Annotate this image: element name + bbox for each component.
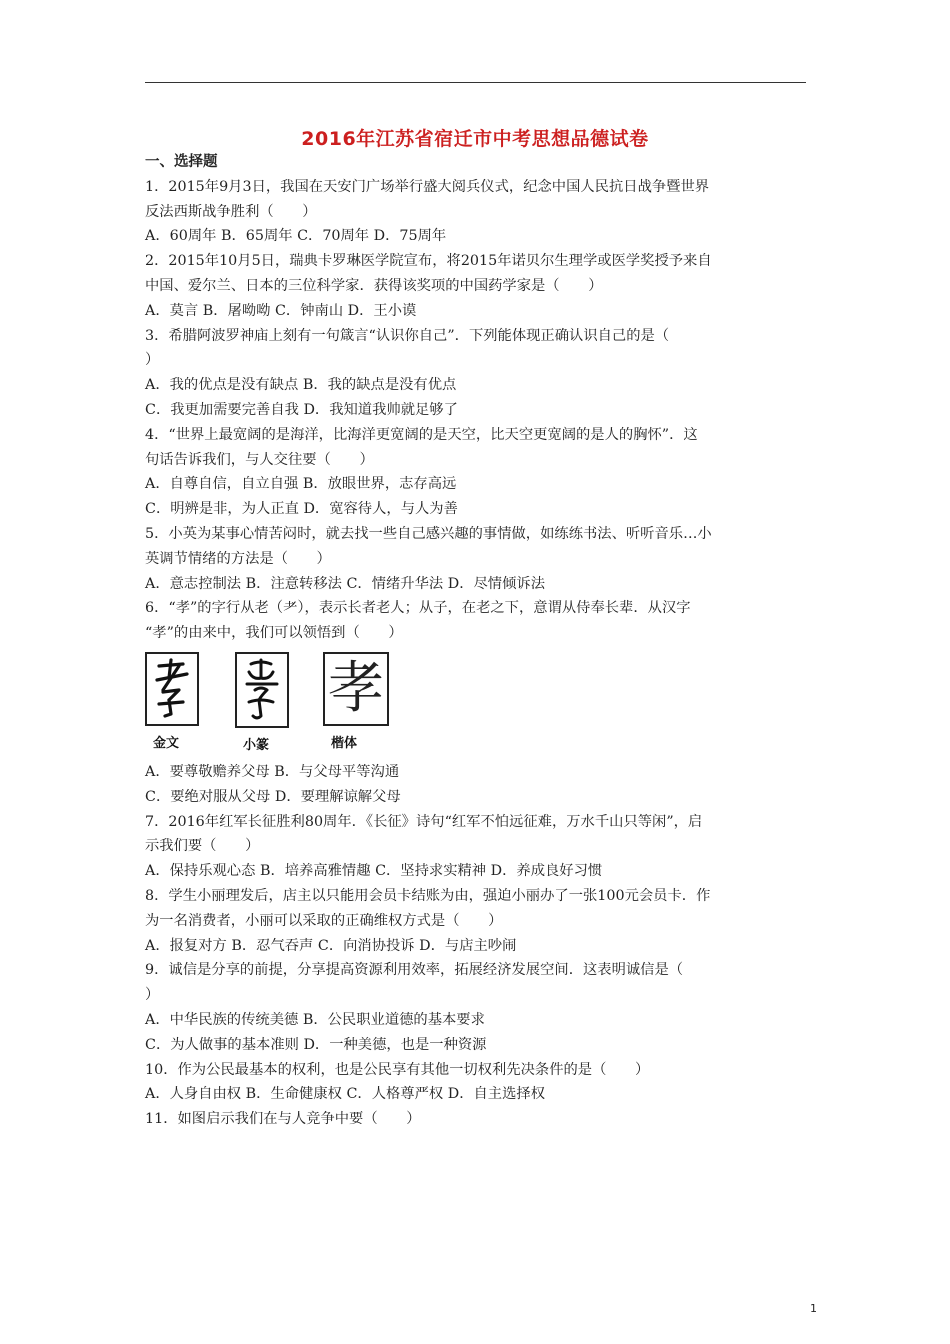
text-line: A．报复对方 B．忍气吞声 C．向消协投诉 D．与店主吵闹	[145, 937, 517, 954]
kaiti-glyph: 孝	[323, 652, 389, 726]
text-line: 9．诚信是分享的前提，分享提高资源利用效率，拓展经济发展空间．这表明诚信是（	[145, 962, 684, 979]
xiaozhuan-glyph	[235, 652, 289, 728]
text-line: 1．2015年9月3日，我国在天安门广场举行盛大阅兵仪式，纪念中国人民抗日战争暨世界	[145, 178, 710, 195]
text-line: 2．2015年10月5日，瑞典卡罗琳医学院宣布，将2015年诺贝尔生理学或医学奖授予来自	[145, 253, 712, 270]
text-line: 4．“世界上最宽阔的是海洋，比海洋更宽阔的是天空，比天空更宽阔的是人的胸怀”．这	[145, 426, 698, 443]
text-line: “孝”的由来中，我们可以领悟到（ ）	[145, 625, 403, 642]
text-line: A．自尊自信，自立自强 B．放眼世界，志存高远	[145, 476, 457, 493]
questions-1-6	[145, 175, 807, 646]
text-line: 8．学生小丽理发后，店主以只能用会员卡结账为由，强迫小丽办了一张100元会员卡．作	[145, 887, 711, 904]
caption-kaiti: 楷体	[331, 735, 358, 751]
text-line: 反法西斯战争胜利（ ）	[145, 203, 317, 220]
figure-panel-xiaozhuan	[235, 652, 323, 752]
text-line: A．保持乐观心态 B．培养高雅情趣 C．坚持求实精神 D．养成良好习惯	[145, 863, 603, 880]
figure-panel-kaiti	[323, 652, 393, 752]
text-line: C．要绝对服从父母 D．要理解谅解父母	[145, 788, 401, 805]
text-line: 为一名消费者，小丽可以采取的正确维权方式是（ ）	[145, 912, 503, 929]
text-line: A．中华民族的传统美德 B．公民职业道德的基本要求	[145, 1011, 485, 1028]
text-line: A．莫言 B．屠呦呦 C．钟南山 D．王小谟	[145, 302, 417, 319]
text-line: C．明辨是非，为人正直 D．宽容待人，与人为善	[145, 501, 458, 518]
text-line: 3．希腊阿波罗神庙上刻有一句箴言“认识你自己”．下列能体现正确认识自己的是（	[145, 327, 670, 344]
page-title: 2016年江苏省宿迁市中考思想品德试卷	[301, 128, 649, 150]
caption-jinwen: 金文	[153, 735, 180, 751]
figure-panel-jinwen	[145, 652, 235, 752]
text-line: C．我更加需要完善自我 D．我知道我帅就足够了	[145, 401, 458, 418]
document-body	[145, 150, 807, 1132]
caption-xiaozhuan: 小篆	[243, 737, 270, 753]
jinwen-glyph	[145, 652, 199, 726]
text-line: C．为人做事的基本准则 D．一种美德，也是一种资源	[145, 1036, 487, 1053]
text-line: 6．“孝”的字行从老（耂），表示长者老人；从子，在老之下，意谓从侍奉长辈．从汉字	[145, 600, 691, 617]
text-line: 11．如图启示我们在与人竞争中要（ ）	[145, 1111, 421, 1128]
text-line: 10．作为公民最基本的权利，也是公民享有其他一切权利先决条件的是（ ）	[145, 1061, 650, 1078]
text-line: A．要尊敬赡养父母 B．与父母平等沟通	[145, 763, 400, 780]
text-line: ）	[145, 352, 160, 369]
xiao-character-figure	[145, 652, 807, 752]
section-heading: 一、选择题	[145, 154, 218, 170]
page-number: 1	[810, 1302, 817, 1315]
header-rule	[145, 82, 806, 83]
text-line: ）	[145, 987, 160, 1004]
text-line: 英调节情绪的方法是（ ）	[145, 550, 331, 567]
text-line: 5．小英为某事心情苦闷时，就去找一些自己感兴趣的事情做，如练练书法、听听音乐…小	[145, 525, 712, 542]
text-line: A．60周年 B．65周年 C．70周年 D．75周年	[145, 228, 447, 245]
text-line: 中国、爱尔兰、日本的三位科学家．获得该奖项的中国药学家是（ ）	[145, 277, 603, 294]
text-line: A．我的优点是没有缺点 B．我的缺点是没有优点	[145, 377, 457, 394]
text-line: 句话告诉我们，与人交往要（ ）	[145, 451, 374, 468]
text-line: 7．2016年红军长征胜利80周年．《长征》诗句“红军不怕远征难，万水千山只等闲”，启	[145, 813, 703, 830]
text-line: A．人身自由权 B．生命健康权 C．人格尊严权 D．自主选择权	[145, 1086, 545, 1103]
text-line: A．意志控制法 B．注意转移法 C．情绪升华法 D．尽情倾诉法	[145, 575, 545, 592]
text-line: 示我们要（ ）	[145, 838, 260, 855]
questions-6-11	[145, 760, 807, 1132]
